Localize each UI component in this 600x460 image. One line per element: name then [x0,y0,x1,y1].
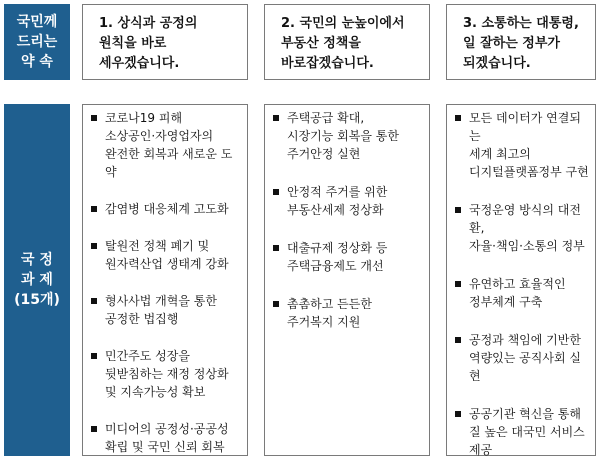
bullet-icon [91,243,97,249]
task-text: 민간주도 성장을 뒷받침하는 재정 정상화 및 지속가능성 확보 [105,349,229,399]
task-item [455,331,589,385]
task-item [91,292,241,328]
task-item [273,239,423,275]
task-item [91,200,241,218]
task-text: 대출규제 정상화 등 주택금융제도 개선 [287,241,388,273]
task-text: 공공기관 혁신을 통해 질 높은 대국민 서비스 제공 [469,407,585,457]
task-item [91,347,241,401]
promise-box-2: 2. 국민의 눈높이에서 부동산 정책을 바로잡겠습니다. [264,4,430,80]
bullet-icon [455,411,461,417]
tasks-header-label: 국 정 과 제 (15개) [14,252,60,308]
promise-box-1: 1. 상식과 공정의 원칙을 바로 세우겠습니다. [82,4,248,80]
task-item [273,109,423,163]
task-text: 감염병 대응체계 고도화 [105,202,229,216]
bullet-icon [455,115,461,121]
task-item [455,201,589,255]
task-item [91,237,241,273]
task-text: 미디어의 공정성·공공성 확립 및 국민 신뢰 회복 [105,422,229,454]
task-item [455,109,589,181]
task-item [455,405,589,459]
task-text: 공정과 책임에 기반한 역량있는 공직사회 실현 [469,333,581,383]
bullet-icon [273,301,279,307]
bullet-icon [91,353,97,359]
task-text: 유연하고 효율적인 정부체계 구축 [469,277,566,309]
task-item [273,295,423,331]
task-text: 촘촘하고 든든한 주거복지 지원 [287,297,372,329]
task-item [91,109,241,181]
bullet-icon [91,426,97,432]
task-list-2 [264,104,430,456]
bullet-icon [273,245,279,251]
bullet-icon [91,298,97,304]
task-text: 국정운영 방식의 대전환, 자율·책임·소통의 정부 [469,203,585,253]
bullet-icon [455,337,461,343]
task-item [455,275,589,311]
bullet-icon [91,206,97,212]
bullet-icon [273,115,279,121]
bullet-icon [91,115,97,121]
promise-box-3: 3. 소통하는 대통령, 일 잘하는 정부가 되겠습니다. [446,4,596,80]
task-text: 탈원전 정책 폐기 및 원자력산업 생태계 강화 [105,239,229,271]
promises-header-label: 국민께 드리는 약 속 [16,14,58,70]
bullet-icon [273,189,279,195]
task-item [273,183,423,219]
promises-header [4,4,70,80]
task-list-1 [82,104,248,456]
task-item [91,420,241,456]
tasks-header [4,104,70,456]
task-text: 모든 데이터가 연결되는 세계 최고의 디지털플랫폼정부 구현 [469,111,589,179]
bullet-icon [455,281,461,287]
task-text: 안정적 주거를 위한 부동산세제 정상화 [287,185,388,217]
bullet-icon [455,207,461,213]
task-text: 코로나19 피해 소상공인·자영업자의 완전한 회복과 새로운 도약 [105,111,233,179]
task-text: 주택공급 확대, 시장기능 회복을 통한 주거안정 실현 [287,111,399,161]
task-list-3 [446,104,596,456]
task-text: 형사사법 개혁을 통한 공정한 법집행 [105,294,217,326]
